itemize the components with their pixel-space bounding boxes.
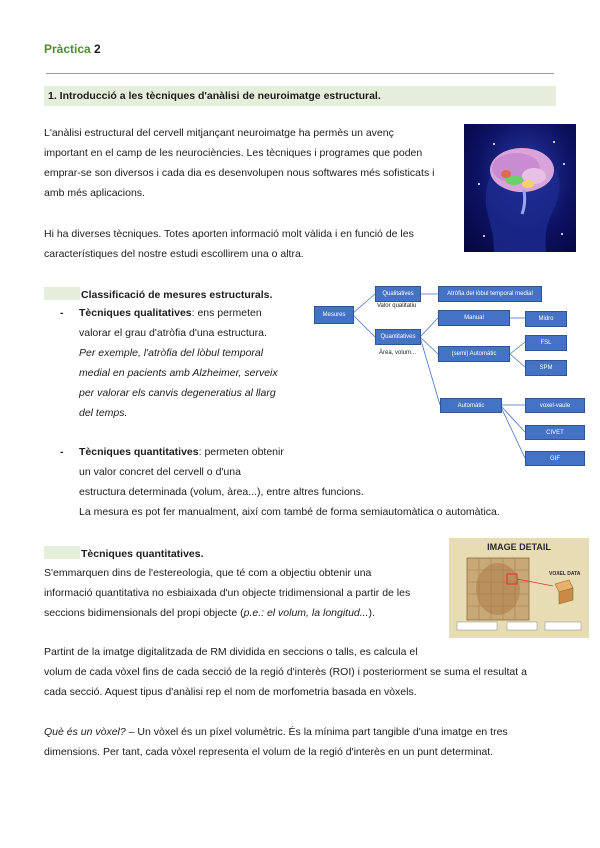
quantitative-line <box>44 603 444 623</box>
diagram-node-auto: Automàtic <box>440 398 502 413</box>
rm-line: volum de cada vòxel fins de cada secció de la regió d'interès (ROI) i posteriorment se suma el resultat a <box>44 666 527 678</box>
section-heading: 1. Introducció a les tècniques d'anàlisi de neuroimatge estructural. <box>48 90 381 102</box>
bullet1-term: Tècniques qualitatives <box>79 307 192 319</box>
voxel-line: dimensions. Per tant, cada vòxel representa el volum de la regió d'interès en un punt determinat. <box>44 746 494 758</box>
rm-line: cada secció. Aquest tipus d'anàlisi rep el nom de morfometria basada en vòxels. <box>44 686 417 698</box>
title-prefix: Pràctica <box>44 42 91 56</box>
voxel-line <box>44 722 564 742</box>
rm-paragraph <box>44 642 564 702</box>
classification-heading-text: Classificació de mesures estructurals. <box>81 289 273 301</box>
diagram-node-midro: Midro <box>525 311 567 327</box>
quantitative-line3-italic: p.e.: el volum, la longitud... <box>243 607 369 619</box>
diagram-node-semi: (semi) Automàtic <box>438 346 510 362</box>
techniques-line: Hi ha diverses tècniques. Totes aporten informació molt vàlida i en funció de les <box>44 228 414 240</box>
intro-line: amb més aplicacions. <box>44 187 145 199</box>
title-number: 2 <box>94 42 101 56</box>
voxel-paragraph <box>44 722 564 762</box>
bullet-marker: - <box>60 446 64 458</box>
bullet1-example-line: del temps. <box>79 407 128 419</box>
heading-highlight <box>44 287 80 300</box>
voxel-data-label: VOXEL DATA <box>549 571 581 577</box>
diagram-node-qualitatives: Qualitatives <box>375 286 421 302</box>
quantitative-line: S'emmarquen dins de l'estereologia, que té com a objectiu obtenir una <box>44 567 372 579</box>
techniques-paragraph <box>44 224 464 264</box>
bullet2-first-line <box>79 446 284 458</box>
rm-line: Partint de la imatge digitalitzada de RM dividida en seccions o talls, es calcula el <box>44 646 418 658</box>
quantitative-heading-text: Tècniques quantitatives. <box>81 548 204 560</box>
diagram-node-spm: SPM <box>525 360 567 376</box>
intro-line: emprar-se son diversos i cada dia es desenvolupen nous softwares més sofisticats i <box>44 167 435 179</box>
bullet2-line: un valor concret del cervell o d'una <box>79 466 241 478</box>
diagram-node-fsl: FSL <box>525 335 567 351</box>
image-detail-title: IMAGE DETAIL <box>487 542 551 552</box>
voxel-question: Què és un vòxel? <box>44 726 126 738</box>
quantitative-paragraph <box>44 563 444 623</box>
diagram-node-quantitatives: Quantitatives <box>375 329 421 345</box>
bullet1-line: valorar el grau d'atròfia d'una estructura. <box>79 327 267 339</box>
bullet1-example-line: medial en pacients amb Alzheimer, serveix <box>79 367 278 379</box>
diagram-node-gif: GIF <box>525 451 585 466</box>
bullet2-line: La mesura es pot fer manualment, així com també de forma semiautomàtica o automàtica. <box>79 506 500 518</box>
heading-highlight <box>44 546 80 559</box>
quantitative-heading <box>44 546 204 560</box>
bullet1-example-line: Per exemple, l'atròfia del lòbul temporal <box>79 347 264 359</box>
diagram-node-civet: CIVET <box>525 425 585 440</box>
intro-line: L'anàlisi estructural del cervell mitjançant neuroimatge ha permès un avenç <box>44 127 394 139</box>
image-detail-figure <box>449 538 589 638</box>
bullet1-text: : ens permeten <box>191 307 262 319</box>
techniques-line: característiques del nostre estudi escollirem una o altra. <box>44 248 304 260</box>
diagram-node-voxel: voxel-vaule <box>525 398 585 413</box>
classification-heading <box>44 287 272 301</box>
diagram-node-atrophy: Atròfia del lòbul temporal medial <box>438 286 542 302</box>
page-title <box>44 42 101 56</box>
measures-diagram <box>300 282 585 470</box>
diagram-node-manual: Manual <box>438 310 510 326</box>
brain-icon <box>464 124 576 252</box>
intro-paragraph <box>44 123 464 203</box>
bullet2-text: : permeten obtenir <box>198 446 284 458</box>
voxel-answer: – Un vòxel és un píxel volumètric. És la mínima part tangible d'una imatge en tres <box>125 726 508 738</box>
brain-illustration <box>464 124 576 252</box>
diagram-label-quantitative: Àrea, volum... <box>379 350 417 356</box>
bullet1-example-line: per valorar els canvis degeneratius al llarg <box>79 387 276 399</box>
title-divider <box>46 73 554 74</box>
bullet2-line: estructura determinada (volum, àrea...), entre altres funcions. <box>79 486 364 498</box>
quantitative-line3-end: ). <box>368 607 375 619</box>
voxel-grid-icon <box>449 538 589 638</box>
intro-line: important en el camp de les neurociències. Les tècniques i programes que poden <box>44 147 423 159</box>
section-heading-box <box>44 86 556 106</box>
bullet1-first-line <box>79 307 262 319</box>
quantitative-line: informació quantitativa no esbiaixada d'un objecte tridimensional a partir de les <box>44 587 411 599</box>
diagram-node-mesures: Mesures <box>314 306 354 324</box>
bullet-marker: - <box>60 307 64 319</box>
diagram-label-qualitative: Valor qualitatiu <box>377 303 417 309</box>
bullet2-term: Tècniques quantitatives <box>79 446 199 458</box>
quantitative-line3-start: seccions bidimensionals del propi objecte ( <box>44 607 244 619</box>
